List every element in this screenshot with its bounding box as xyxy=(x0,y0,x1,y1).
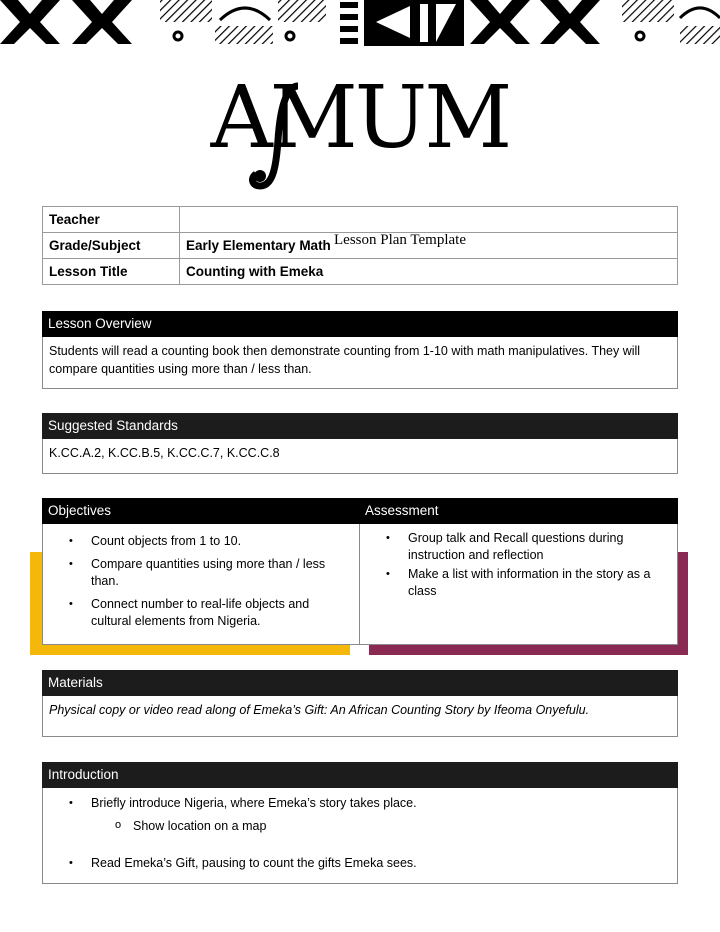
introduction-section xyxy=(42,762,678,884)
assessment-header: Assessment xyxy=(359,498,678,524)
objectives-header: Objectives xyxy=(42,498,360,524)
assessment-section xyxy=(359,498,678,645)
assessment-list xyxy=(360,530,677,600)
standards-header: Suggested Standards xyxy=(42,413,678,439)
grade-subject-label: Grade/Subject xyxy=(43,233,180,259)
decorative-banner xyxy=(0,0,720,46)
materials-text: Physical copy or video read along of Emeka’s Gift: An African Counting Story by Ifeoma Onyefulu. xyxy=(49,703,590,717)
lesson-overview-text: Students will read a counting book then demonstrate counting from 1-10 with math manipulatives. They will compare quantities using more than / less than. xyxy=(49,344,641,376)
list-item: • Group talk and Recall questions during instruction and reflection xyxy=(360,530,677,564)
list-item: • Count objects from 1 to 10. xyxy=(43,533,359,550)
lesson-overview-header: Lesson Overview xyxy=(42,311,678,337)
grade-subject-value[interactable]: Early Elementary Math xyxy=(180,233,678,259)
table-row xyxy=(43,233,678,259)
list-item: o Show location on a map xyxy=(91,818,663,835)
teacher-label: Teacher xyxy=(43,207,180,233)
materials-header: Materials xyxy=(42,670,678,696)
list-item xyxy=(43,795,677,835)
introduction-header: Introduction xyxy=(42,762,678,788)
materials-section xyxy=(42,670,678,737)
objectives-list xyxy=(43,533,359,630)
table-row xyxy=(43,259,678,285)
list-item: • Connect number to real-life objects and cultural elements from Nigeria. xyxy=(43,596,359,630)
logo-wordmark: AMUM xyxy=(210,68,510,168)
introduction-list xyxy=(43,795,677,872)
lesson-title-label: Lesson Title xyxy=(43,259,180,285)
table-row xyxy=(43,207,678,233)
objectives-section xyxy=(42,498,360,645)
logo-subtitle: Lesson Plan Template xyxy=(334,232,466,248)
intro-sub-list xyxy=(91,818,663,835)
lesson-info-table xyxy=(42,206,678,285)
list-item: • Compare quantities using more than / less than. xyxy=(43,556,359,590)
standards-section xyxy=(42,413,678,474)
lesson-title-value[interactable]: Counting with Emeka xyxy=(180,259,678,285)
list-item: • Make a list with information in the story as a class xyxy=(360,566,677,600)
lesson-overview-section xyxy=(42,311,678,389)
list-item: • Read Emeka’s Gift, pausing to count the gifts Emeka sees. xyxy=(43,855,677,872)
standards-text: K.CC.A.2, K.CC.B.5, K.CC.C.7, K.CC.C.8 xyxy=(49,446,280,460)
intro-item-text: Briefly introduce Nigeria, where Emeka’s story takes place. xyxy=(91,796,417,810)
teacher-value[interactable] xyxy=(180,207,678,233)
